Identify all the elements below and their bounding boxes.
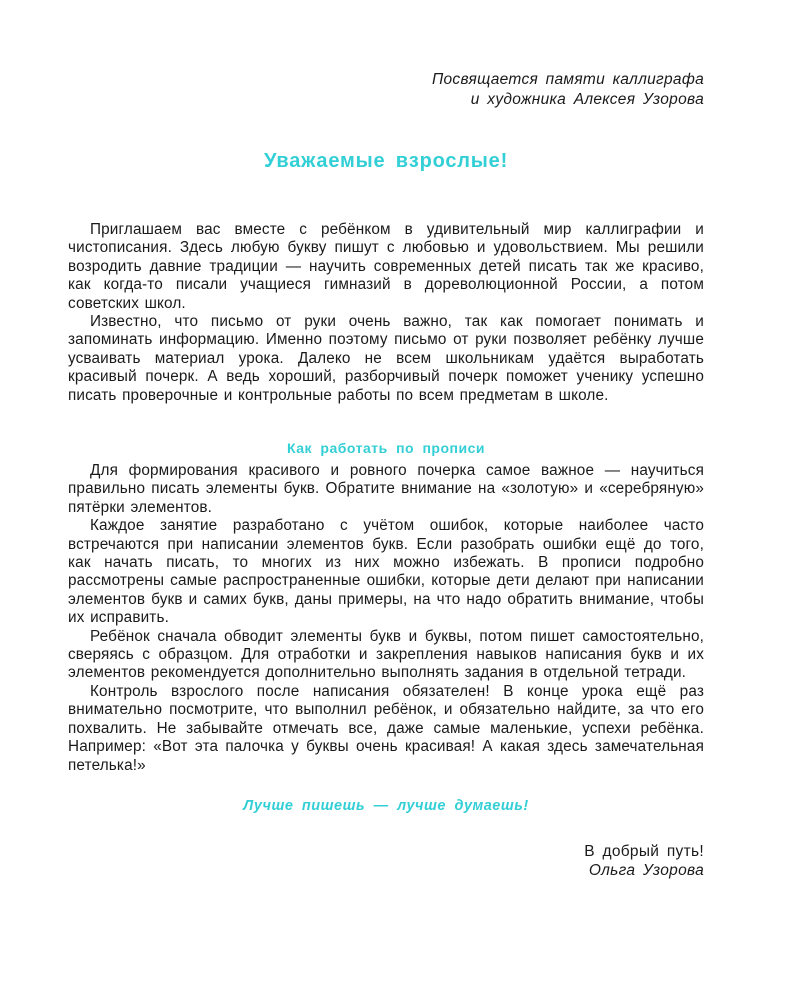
motto: Лучше пишешь — лучше думаешь!	[243, 798, 529, 814]
howto-section	[68, 462, 704, 775]
dedication-line-1: Посвящается памяти каллиграфа	[431, 71, 704, 88]
intro-section	[68, 221, 704, 405]
author-signature: Ольга Узорова	[588, 862, 704, 879]
howto-paragraph-4: Контроль взрослого после написания обязателен! В конце урока ещё раз внимательно посмотрите, что выполнил ребёнок, и обязательно найдите, за что его похвалить. Не забывайте отмечать все, даже самые маленькие, успехи ребёнка. Например: «Вот эта палочка у буквы очень красивая! А какая здесь замечательная петелька!»	[68, 682, 704, 774]
intro-paragraph-1: Приглашаем вас вместе с ребёнком в удивительный мир каллиграфии и чистописания. Здесь любую букву пишут с любовью и удовольствием. Мы решили возродить давние традиции — научить современных детей писать так же красиво, как когда-то писали учащиеся гимназий в дореволюционной России, а потом советских школ.	[68, 221, 704, 312]
intro-paragraph-2: Известно, что письмо от руки очень важно, так как помогает понимать и запоминать информацию. Именно поэтому письмо от руки позволяет ребёнку лучше усваивать материал урока. Далеко не всем школьникам удаётся выработать красивый почерк. А ведь хороший, разборчивый почерк поможет ученику успешно писать проверочные и контрольные работы по всем предметам в школе.	[68, 313, 704, 404]
dedication	[432, 70, 704, 110]
dedication-line-2: и художника Алексея Узорова	[470, 91, 704, 108]
howto-paragraph-3: Ребёнок сначала обводит элементы букв и буквы, потом пишет самостоятельно, сверяясь с образцом. Для отработки и закрепления навыков написания букв и их элементов рекомендуется дополнительно выполнять задания в отдельной тетради.	[68, 627, 704, 682]
howto-paragraph-2: Каждое занятие разработано с учётом ошибок, которые наиболее часто встречаются при написании элементов букв. Если разобрать ошибки ещё до того, как начать писать, то многих из них можно избежать. В прописи подробно рассмотрены самые распространенные ошибки, которые дети делают при написании элементов букв и самих букв, даны примеры, на что надо обратить внимание, чтобы их исправить.	[68, 517, 704, 627]
page	[68, 0, 704, 1000]
closing	[584, 842, 704, 880]
closing-wish: В добрый путь!	[584, 843, 704, 860]
page-title: Уважаемые взрослые!	[263, 150, 509, 172]
section-title-howto: Как работать по прописи	[287, 440, 485, 456]
howto-paragraph-1: Для формирования красивого и ровного почерка самое важное — научиться правильно писать элементы букв. Обратите внимание на «золотую» и «серебряную» пятёрки элементов.	[68, 462, 704, 516]
